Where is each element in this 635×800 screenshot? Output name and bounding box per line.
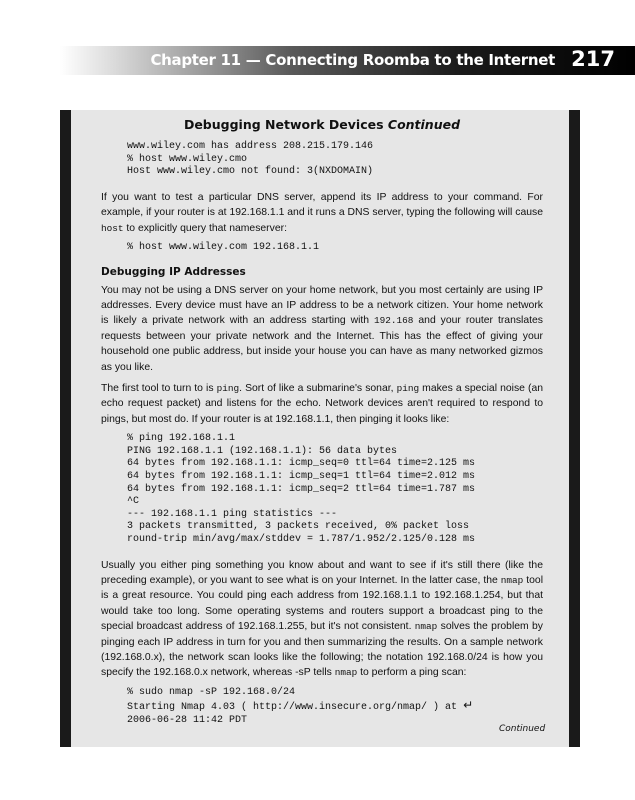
- code-block-host-query: [127, 242, 543, 255]
- code-line: Starting Nmap 4.03 ( http://www.insecure.org/nmap/ ) at: [127, 702, 458, 714]
- code-line: Host www.wiley.cmo not found: 3(NXDOMAIN): [127, 166, 374, 178]
- paragraph-nmap: [101, 558, 543, 681]
- paragraph-text: You may not be using a DNS server on your home network, but you most certainly are using IP addresses. Every device must have an IP address to be a network citizen. Your home network is likely a private network with an address starting with: [101, 284, 543, 327]
- code-block-nmap: [127, 687, 543, 728]
- code-line: 64 bytes from 192.168.1.1: icmp_seq=1 ttl=64 time=2.012 ms: [127, 471, 476, 483]
- code-line: ^C: [127, 496, 140, 508]
- inline-code: ping: [396, 383, 420, 395]
- code-line: 3 packets transmitted, 3 packets received, 0% packet loss: [127, 521, 470, 533]
- paragraph-text: and your router translates requests between your private network and the Internet. This has the effect of giving your household one public address, but inside your house you can have as many networked gizmos as you like.: [101, 315, 543, 373]
- paragraph-text: tool is a great resource. You could ping each address from 192.168.1.1 to 192.168.1.254, but that would take too long. Some operating systems and routers support a broadcast ping to the special broadcast address of 192.168.1.255, but it's not consistent.: [101, 575, 544, 633]
- inline-code: nmap: [334, 667, 358, 679]
- sidebar-left-bar: [60, 110, 71, 747]
- subheading-ip-addresses: Debugging IP Addresses: [101, 265, 246, 278]
- paragraph-text: makes a special noise (an echo request packet) and listens for the echo. Network devices aren't required to respond to pings, but most do. If your router is at 192.168.1.1, then pinging it looks like:: [101, 383, 544, 425]
- chapter-title: Chapter 11 — Connecting Roomba to the Internet: [150, 51, 555, 69]
- inline-code: host: [101, 222, 124, 234]
- code-line-wrapped: [127, 699, 543, 715]
- code-line: % sudo nmap -sP 192.168.0/24: [127, 686, 296, 698]
- sidebar-title-continued: Continued: [387, 117, 461, 132]
- sidebar-content: [101, 117, 546, 739]
- code-line: % host www.wiley.cmo: [127, 153, 248, 165]
- code-line: --- 192.168.1.1 ping statistics ---: [127, 508, 338, 520]
- paragraph-text: The first tool to turn to is: [101, 383, 217, 395]
- paragraph-ip-addresses: [101, 283, 543, 375]
- code-line: 64 bytes from 192.168.1.1: icmp_seq=0 ttl=64 time=2.125 ms: [127, 458, 476, 470]
- line-continuation-arrow-icon: ↵: [463, 698, 474, 713]
- chapter-header-bar: [60, 46, 635, 75]
- code-line: % ping 192.168.1.1: [127, 433, 236, 445]
- code-line: PING 192.168.1.1 (192.168.1.1): 56 data bytes: [127, 445, 398, 457]
- code-block-ping-output: [127, 433, 543, 546]
- sidebar-title-main: Debugging Network Devices: [183, 117, 384, 132]
- paragraph-text: to explicitly query that nameserver:: [123, 222, 287, 234]
- sidebar-title: [101, 117, 543, 132]
- continued-label: Continued: [499, 724, 546, 734]
- paragraph-ping: [101, 381, 543, 427]
- paragraph-text: solves the problem by pinging each IP address in turn for you and then summarizing the results. On a sample network (192.168.0.x), the network scan looks like the following; the notation 192.168.0/24 is how you specify the 192.168.0.x network, whereas -sP tells: [101, 621, 543, 679]
- page-number: 217: [571, 47, 615, 71]
- code-line: www.wiley.com has address 208.215.179.146: [127, 141, 374, 152]
- code-block-host-output: [127, 141, 543, 179]
- inline-code: 192.168: [374, 315, 414, 327]
- sidebar-right-bar: [569, 110, 580, 747]
- code-line: 2006-06-28 11:42 PDT: [127, 715, 248, 727]
- code-line: 64 bytes from 192.168.1.1: icmp_seq=2 ttl=64 time=1.787 ms: [127, 483, 476, 495]
- paragraph-text: . Sort of like a submarine's sonar,: [239, 383, 397, 395]
- inline-code: nmap: [414, 621, 438, 633]
- inline-code: ping: [216, 383, 240, 395]
- paragraph-text: to perform a ping scan:: [357, 667, 467, 679]
- paragraph-text: Usually you either ping something you know about and want to see if it's still there (like the preceding example), or you want to see what is on your Internet. In the latter case, the: [101, 559, 543, 586]
- paragraph-text: If you want to test a particular DNS server, append its IP address to your command. For example, if your router is at 192.168.1.1 and it runs a DNS server, typing the following will cause: [101, 191, 543, 219]
- inline-code: nmap: [500, 575, 524, 586]
- code-line: % host www.wiley.com 192.168.1.1: [127, 242, 320, 253]
- paragraph-dns-server: [101, 190, 543, 236]
- code-line: round-trip min/avg/max/stddev = 1.787/1.952/2.125/0.128 ms: [127, 534, 476, 545]
